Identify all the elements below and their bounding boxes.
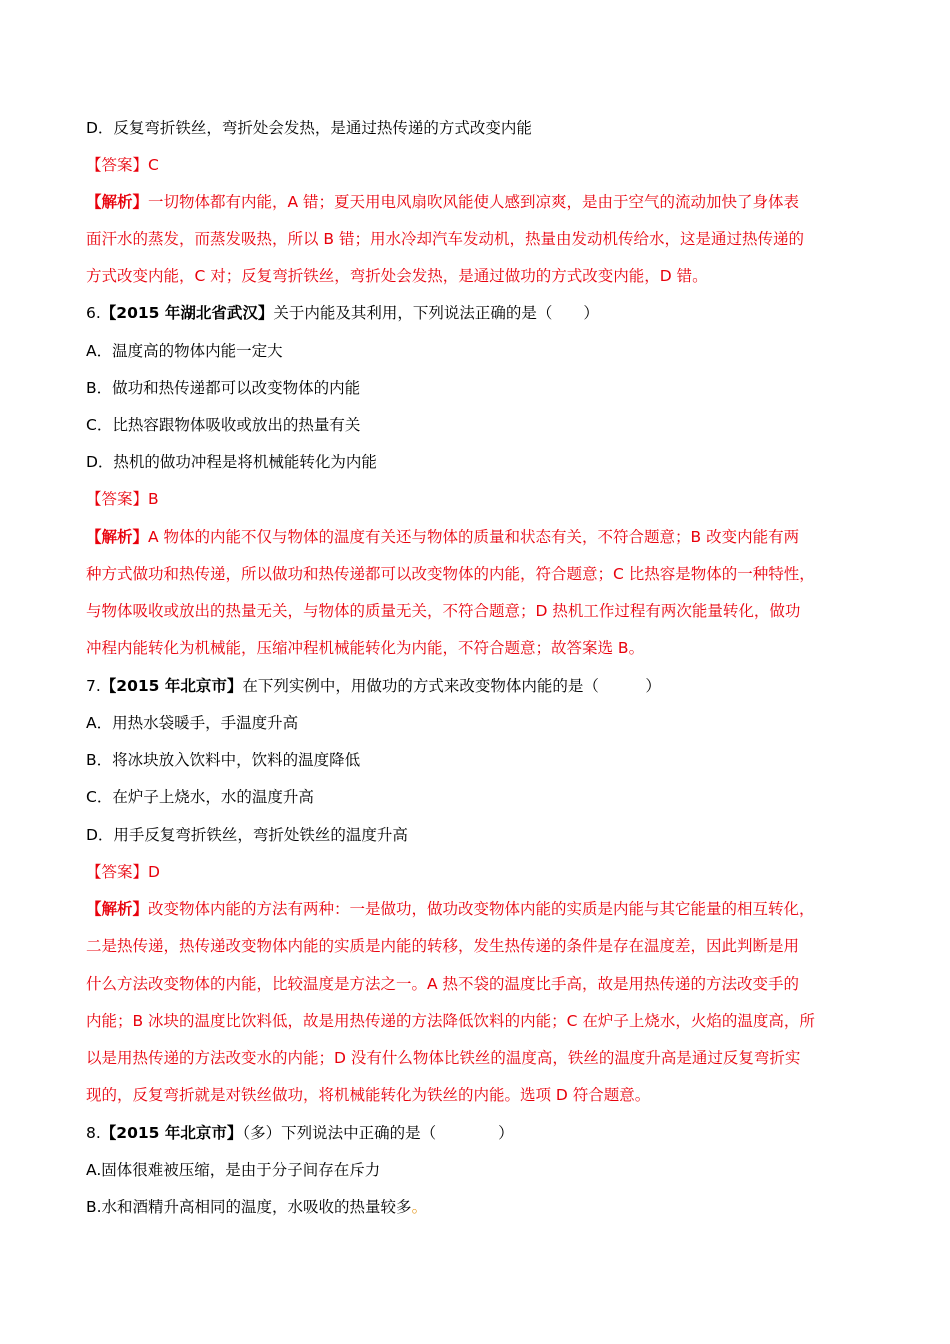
q6-analysis-line-2: 种方式做功和热传递，所以做功和热传递都可以改变物体的内能，符合题意；C 比热容是物体的一种特性， <box>86 565 815 583</box>
q6-analysis-line-3: 与物体吸收或放出的热量无关，与物体的质量无关，不符合题意；D 热机工作过程有两次能量转化，做功 <box>86 602 801 620</box>
answer-label: 【答案】 <box>86 490 149 508</box>
q7-answer <box>86 862 160 884</box>
question-number: 6. <box>86 304 101 322</box>
trailing-mark: 。 <box>411 1198 428 1216</box>
q7-analysis-line-6: 现的，反复弯折就是对铁丝做功，将机械能转化为铁丝的内能。选项 D 符合题意。 <box>86 1086 651 1104</box>
q6-option-b: B．做功和热传递都可以改变物体的内能 <box>86 379 361 397</box>
q6-option-d: D．热机的做功冲程是将机械能转化为内能 <box>86 453 377 471</box>
q5-analysis-line-2: 面汗水的蒸发，而蒸发吸热，所以 B 错；用水冷却汽车发动机，热量由发动机传给水，这是通过热传递的 <box>86 230 804 248</box>
q6-analysis-line-4: 冲程内能转化为机械能，压缩冲程机械能转化为内能，不符合题意；故答案选 B。 <box>86 639 645 657</box>
answer-value: D <box>148 863 160 881</box>
q7-analysis-line-4: 内能；B 冰块的温度比饮料低，故是用热传递的方法降低饮料的内能；C 在炉子上烧水，火焰的温度高，所 <box>86 1012 815 1030</box>
q5-analysis-line-1 <box>86 192 799 214</box>
question-number: 8. <box>86 1124 101 1142</box>
analysis-text: A 物体的内能不仅与物体的温度有关还与物体的质量和状态有关，不符合题意；B 改变内能有两 <box>148 528 800 546</box>
q5-analysis-line-3: 方式改变内能，C 对；反复弯折铁丝，弯折处会发热，是通过做功的方式改变内能，D 错。 <box>86 267 708 285</box>
analysis-text: 一切物体都有内能，A 错；夏天用电风扇吹风能使人感到凉爽，是由于空气的流动加快了身体表 <box>148 193 800 211</box>
analysis-label: 【解析】 <box>86 900 149 918</box>
q7-option-b: B．将冰块放入饮料中，饮料的温度降低 <box>86 751 361 769</box>
q7-analysis-line-2: 二是热传递，热传递改变物体内能的实质是内能的转移，发生热传递的条件是存在温度差，因此判断是用 <box>86 937 800 955</box>
q7-option-c: C．在炉子上烧水，水的温度升高 <box>86 788 314 806</box>
q8-stem <box>86 1123 514 1145</box>
question-text: 在下列实例中，用做功的方式来改变物体内能的是（ ） <box>242 677 661 695</box>
q7-stem <box>86 676 661 698</box>
q5-answer <box>86 155 159 177</box>
q5-option-d: D．反复弯折铁丝，弯折处会发热，是通过热传递的方式改变内能 <box>86 119 532 137</box>
analysis-text: 改变物体内能的方法有两种：一是做功，做功改变物体内能的实质是内能与其它能量的相互转化， <box>148 900 815 918</box>
answer-value: B <box>148 490 159 508</box>
question-text: 关于内能及其利用，下列说法正确的是（ ） <box>273 304 599 322</box>
q6-answer <box>86 489 159 511</box>
analysis-label: 【解析】 <box>86 528 149 546</box>
answer-label: 【答案】 <box>86 863 149 881</box>
question-text: （多）下列说法中正确的是（ ） <box>242 1124 514 1142</box>
q7-analysis-line-3: 什么方法改变物体的内能，比较温度是方法之一。A 热不袋的温度比手高，故是用热传递的方法改变手的 <box>86 975 800 993</box>
analysis-label: 【解析】 <box>86 193 149 211</box>
q8-option-a: A.固体很难被压缩，是由于分子间存在斥力 <box>86 1161 381 1179</box>
answer-label: 【答案】 <box>86 156 149 174</box>
q6-stem <box>86 303 599 325</box>
option-text: B.水和酒精升高相同的温度，水吸收的热量较多 <box>86 1198 412 1216</box>
q7-analysis-line-5: 以是用热传递的方法改变水的内能；D 没有什么物体比铁丝的温度高，铁丝的温度升高是通过反复弯折实 <box>86 1049 801 1067</box>
question-number: 7. <box>86 677 101 695</box>
q7-option-d: D．用手反复弯折铁丝，弯折处铁丝的温度升高 <box>86 826 408 844</box>
q6-option-a: A．温度高的物体内能一定大 <box>86 342 283 360</box>
q8-option-b <box>86 1197 427 1219</box>
answer-value: C <box>148 156 159 174</box>
q7-analysis-line-1 <box>86 899 815 921</box>
q6-option-c: C．比热容跟物体吸收或放出的热量有关 <box>86 416 361 434</box>
q7-option-a: A．用热水袋暖手，手温度升高 <box>86 714 299 732</box>
question-source: 【2015 年北京市】 <box>100 1124 243 1142</box>
q6-analysis-line-1 <box>86 527 799 549</box>
question-source: 【2015 年北京市】 <box>100 677 243 695</box>
question-source: 【2015 年湖北省武汉】 <box>100 304 274 322</box>
